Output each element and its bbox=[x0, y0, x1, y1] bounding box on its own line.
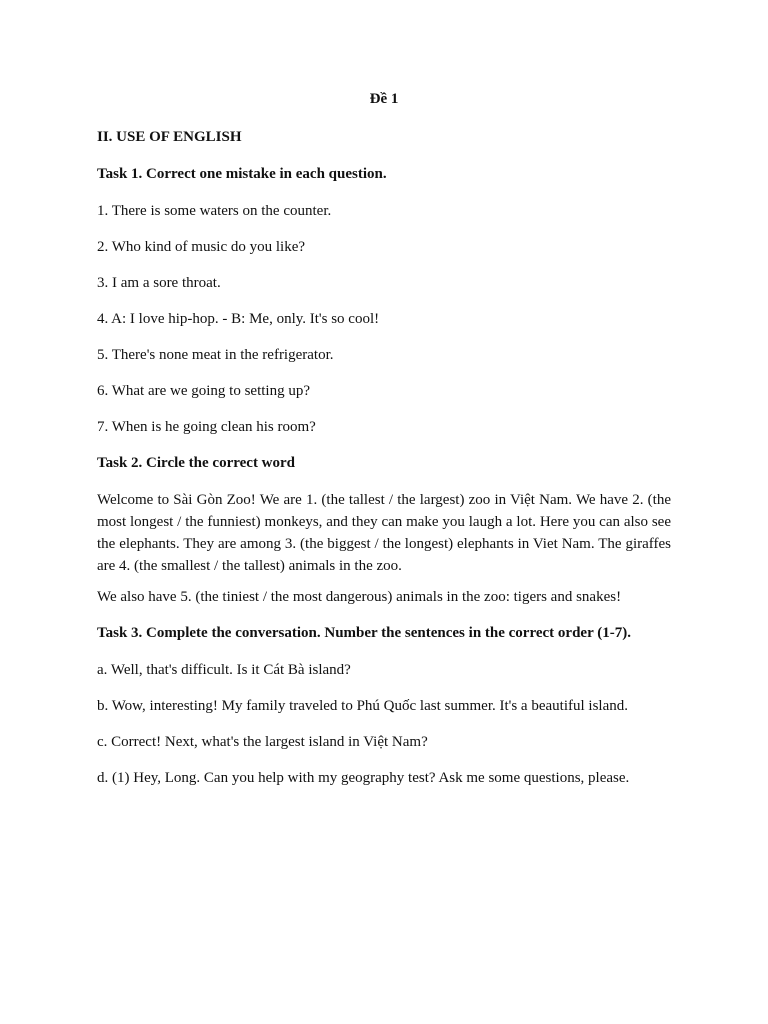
task1-item-1: 1. There is some waters on the counter. bbox=[97, 203, 332, 219]
document-page bbox=[97, 88, 671, 798]
section-heading: II. USE OF ENGLISH bbox=[97, 129, 242, 145]
task1-item-6: 6. What are we going to setting up? bbox=[97, 383, 311, 399]
task1-item-5: 5. There's none meat in the refrigerator. bbox=[97, 347, 334, 363]
task2-heading: Task 2. Circle the correct word bbox=[97, 455, 296, 471]
task1-item-2: 2. Who kind of music do you like? bbox=[97, 239, 306, 255]
document-title: Đề 1 bbox=[369, 91, 399, 107]
task2-paragraph-2: We also have 5. (the tiniest / the most dangerous) animals in the zoo: tigers and snakes! bbox=[97, 589, 622, 605]
task3-heading: Task 3. Complete the conversation. Number the sentences in the correct order (1-7). bbox=[97, 625, 631, 641]
task1-item-4: 4. A: I love hip-hop. - B: Me, only. It's so cool! bbox=[97, 311, 380, 327]
task3-item-b: b. Wow, interesting! My family traveled to Phú Quốc last summer. It's a beautiful island. bbox=[97, 698, 628, 714]
task3-item-a: a. Well, that's difficult. Is it Cát Bà island? bbox=[97, 662, 351, 678]
task1-item-3: 3. I am a sore throat. bbox=[97, 275, 221, 291]
task1-item-7: 7. When is he going clean his room? bbox=[97, 419, 316, 435]
task1-heading: Task 1. Correct one mistake in each question. bbox=[97, 166, 387, 182]
task3-item-c: c. Correct! Next, what's the largest island in Việt Nam? bbox=[97, 734, 428, 750]
task3-item-d: d. (1) Hey, Long. Can you help with my geography test? Ask me some questions, please. bbox=[97, 770, 630, 786]
task2-paragraph-1: Welcome to Sài Gòn Zoo! We are 1. (the tallest / the largest) zoo in Việt Nam. We have 2. (the most longest / the funniest) monkeys, and they can make you laugh a lot. Here you can also see the elephants. They are among 3. (the biggest / the longest) elephants in Viet Nam. The giraffes are 4. (the smallest / the tallest) animals in the zoo. bbox=[97, 492, 671, 574]
